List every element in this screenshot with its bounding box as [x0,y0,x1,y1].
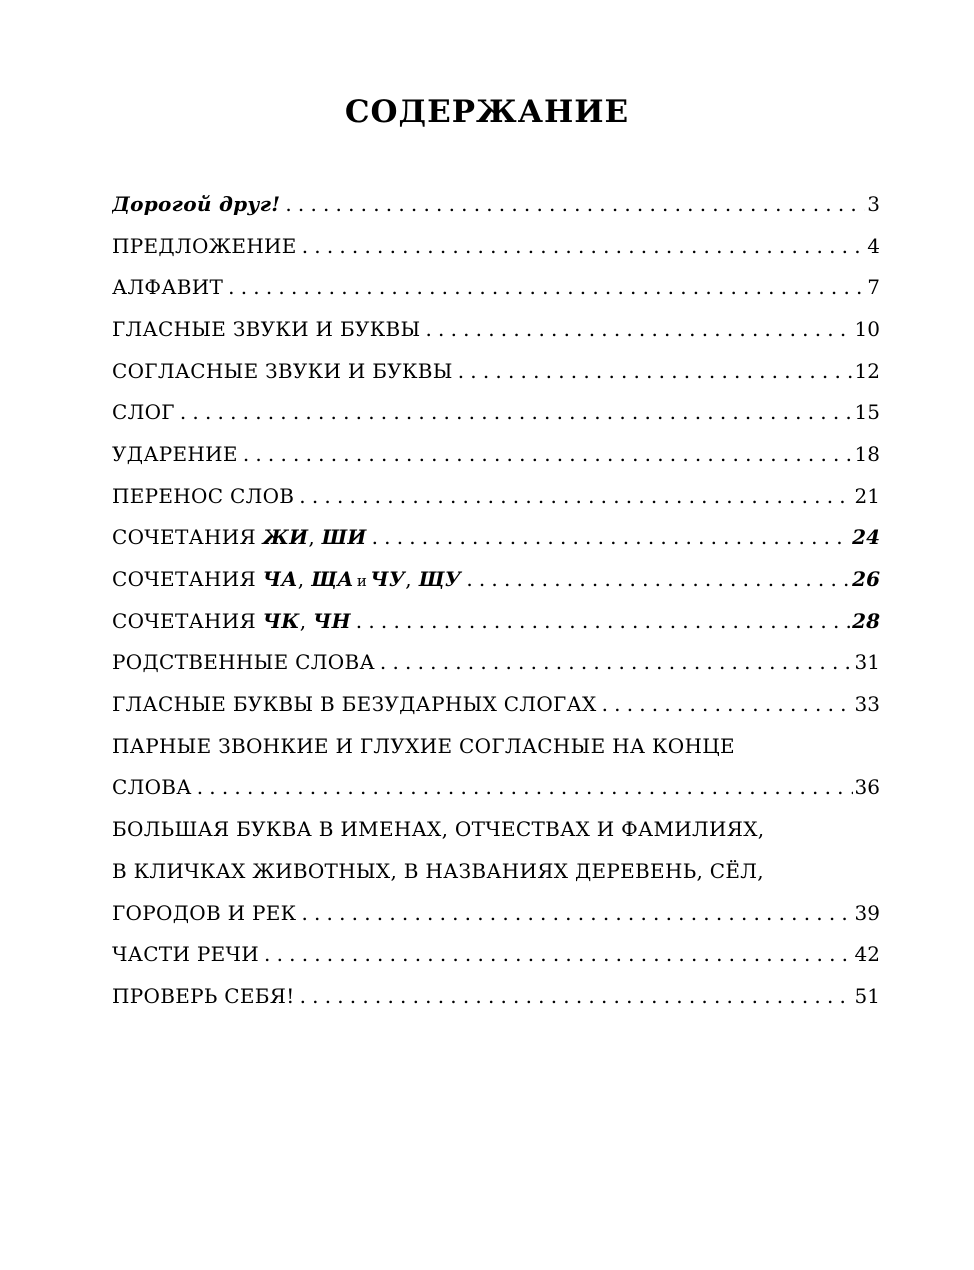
toc-entry-title [112,317,420,341]
toc-entry-title-part: УДАРЕНИЕ [112,441,238,466]
toc-entry-title-part: СОЧЕТАНИЯ [112,567,263,592]
toc-entry-title [112,775,192,799]
toc-entry-title [112,484,294,508]
toc-entry [112,975,880,1017]
toc-entry-title-part: СОГЛАСНЫЕ ЗВУКИ И БУКВЫ [112,358,453,383]
toc-entry-title-part: ЧУ [370,567,406,592]
toc-page-number: 26 [852,567,880,592]
toc-entry-title [112,901,296,925]
toc-entry-title-part: ЩА [311,567,354,592]
toc-leader-dots [300,984,853,1008]
toc-page-number: 42 [854,942,880,967]
toc-entry-title [112,275,223,299]
toc-leader-dots [228,275,865,299]
toc-entry-title [112,650,375,674]
toc-leader-dots [264,942,853,966]
toc-leader-dots [243,442,853,466]
toc-entry-title-part: ЧН [313,608,351,633]
page-title: СОДЕРЖАНИЕ [344,94,630,130]
toc-leader-dots [301,901,852,925]
toc-page-number: 28 [852,608,880,633]
toc-entry-title-part: ГЛАСНЫЕ ЗВУКИ И БУКВЫ [112,316,421,341]
toc-page-number: 7 [867,275,880,300]
toc-entry-title-part: , [405,567,419,592]
toc-entry-title-part: В КЛИЧКАХ ЖИВОТНЫХ, В НАЗВАНИЯХ ДЕРЕВЕНЬ, СЁЛ, [112,858,764,883]
toc-entry-title [112,234,297,258]
toc-entry [112,808,880,850]
toc-page-number: 31 [854,650,880,675]
toc-entry-title-part: СОЧЕТАНИЯ [112,525,263,550]
toc-entry-title [112,984,295,1008]
toc-entry [112,475,880,517]
toc-entry [112,767,880,809]
toc-page-number: 12 [854,358,880,383]
toc-entry-title-part: и [356,572,368,591]
toc-entry-title-part: БОЛЬШАЯ БУКВА В ИМЕНАХ, ОТЧЕСТВАХ И ФАМИЛИЯХ, [112,817,765,842]
toc-entry [112,600,880,642]
toc-entry-title-part: ШИ [321,525,367,550]
toc-entry-title [112,525,367,549]
toc-entry-title [112,734,735,758]
toc-entry-title-part: СОЧЕТАНИЯ [112,608,263,633]
toc-entry [112,642,880,684]
toc-page-number: 4 [867,233,880,258]
toc-entry-title-part: Дорогой друг! [112,191,281,216]
toc-entry-title [112,859,764,883]
toc-entry [112,350,880,392]
toc-entry-title-part: СЛОГ [112,400,175,425]
toc-leader-dots [197,775,853,799]
toc-entry-title-part: ПАРНЫЕ ЗВОНКИЕ И ГЛУХИЕ СОГЛАСНЫЕ НА КОНЦЕ [112,733,735,758]
toc-page-number: 15 [854,400,880,425]
toc-entry-title-part: ЩУ [418,567,462,592]
toc-page-number: 18 [854,441,880,466]
toc-entry-title-part: ГОРОДОВ И РЕК [112,900,297,925]
toc-leader-dots [458,359,853,383]
toc-leader-dots [425,317,852,341]
toc-entry-title-part: АЛФАВИТ [112,275,224,300]
toc-leader-dots [285,192,865,216]
toc-entry-title [112,817,764,841]
toc-entry-title-part: ЧК [262,608,300,633]
toc-entry-title-part: ПЕРЕНОС СЛОВ [112,483,295,508]
toc-entry [112,683,880,725]
toc-entry [112,225,880,267]
toc-page-number: 39 [854,900,880,925]
toc-entry-title-part: ЧА [262,567,298,592]
toc-leader-dots [180,400,853,424]
toc-entry-title [112,609,351,633]
toc-entry [112,391,880,433]
toc-entry [112,266,880,308]
toc-leader-dots [602,692,853,716]
toc-page-number: 10 [854,316,880,341]
toc-entry-title-part: ЖИ [262,525,309,550]
toc-entry-title-part: ГЛАСНЫЕ БУКВЫ В БЕЗУДАРНЫХ СЛОГАХ [112,692,597,717]
toc-leader-dots [466,567,850,591]
toc-entry-title-part: , [308,525,322,550]
toc-entry-title-part: , [299,608,314,633]
toc-entry [112,850,880,892]
toc-page-number: 36 [854,775,880,800]
toc-entry-title [112,942,259,966]
toc-leader-dots [380,650,853,674]
toc-page-number: 24 [852,525,880,550]
toc-leader-dots [299,484,852,508]
toc-entry-title-part: ЧАСТИ РЕЧИ [112,942,260,967]
table-of-contents [112,183,880,1017]
toc-entry-title-part: , [297,567,312,592]
toc-entry [112,433,880,475]
toc-entry-title [112,359,453,383]
toc-entry-title [112,692,597,716]
toc-page-number: 33 [854,692,880,717]
toc-entry-title [112,192,280,216]
toc-entry [112,725,880,767]
toc-entry [112,933,880,975]
toc-entry [112,183,880,225]
toc-leader-dots [372,525,851,549]
toc-entry-title [112,567,461,591]
toc-entry-title-part: ПРЕДЛОЖЕНИЕ [112,233,297,258]
toc-entry-title [112,400,175,424]
toc-page-number: 3 [867,191,880,216]
toc-entry-title [112,442,238,466]
toc-leader-dots [356,609,850,633]
toc-entry-title-part: РОДСТВЕННЫЕ СЛОВА [112,650,375,675]
toc-page-number: 51 [854,983,880,1008]
toc-entry-title-part: ПРОВЕРЬ СЕБЯ! [112,983,295,1008]
toc-page-number: 21 [854,483,880,508]
toc-entry [112,558,880,600]
toc-entry-title-part: СЛОВА [112,775,192,800]
toc-entry [112,308,880,350]
toc-leader-dots [302,234,866,258]
toc-entry [112,892,880,934]
toc-entry [112,517,880,559]
